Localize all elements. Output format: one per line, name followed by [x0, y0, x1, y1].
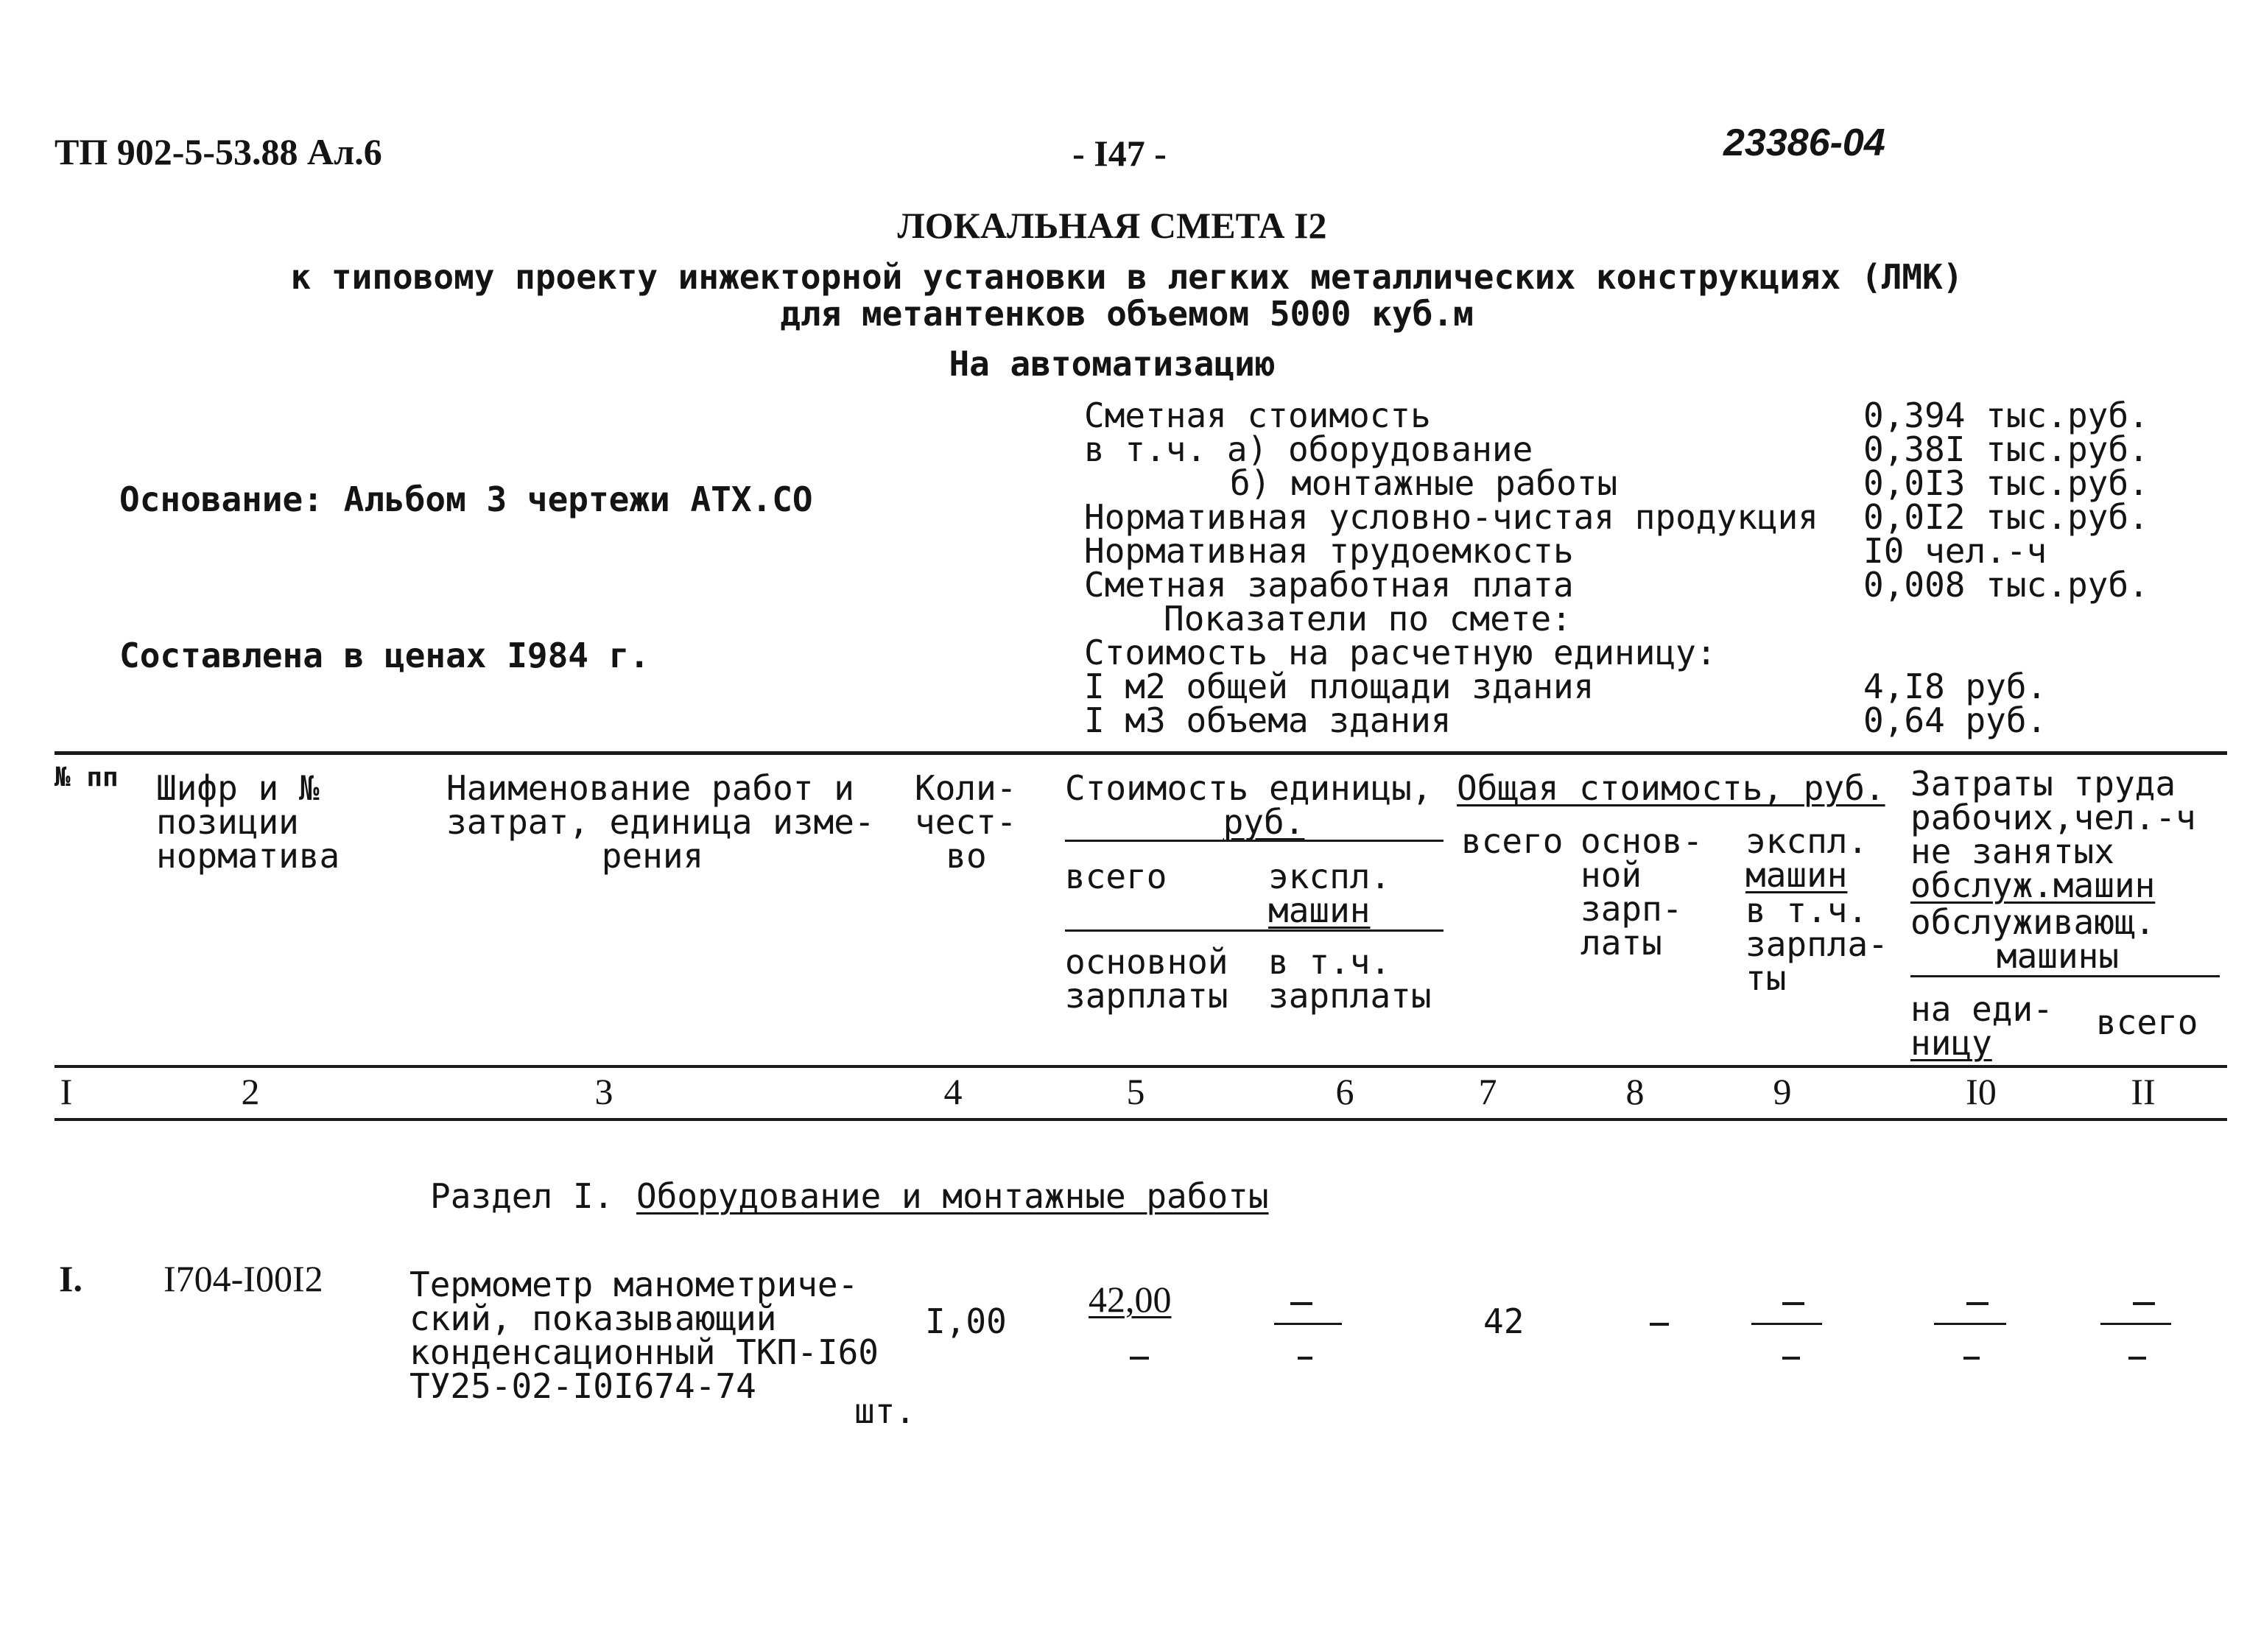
column-number: 5	[1126, 1071, 1145, 1112]
header-line: руб.	[1223, 802, 1305, 842]
row-quantity: I,00	[925, 1301, 1007, 1341]
row-total: 42	[1483, 1301, 1525, 1341]
col1-header: № пп	[54, 762, 119, 792]
labor-unit-header: ницу	[1910, 1023, 1992, 1063]
document-title: ЛОКАЛЬНАЯ СМЕТА I2	[897, 205, 1327, 246]
section-prefix: Раздел I.	[430, 1176, 614, 1216]
labor-total-header: всего	[2096, 1002, 2198, 1042]
column-number: 4	[943, 1071, 963, 1112]
header-line: норматива	[156, 836, 340, 876]
row-total-salary-dash	[1650, 1323, 1669, 1326]
row-total-incl-salary-dash	[1782, 1357, 1800, 1360]
total-all-header: всего	[1461, 821, 1564, 861]
unit-machines-header: машин	[1268, 890, 1371, 930]
row-code: I704-I00I2	[163, 1258, 323, 1299]
header-line: Стоимость единицы,	[1065, 768, 1432, 808]
table-top-rule	[54, 751, 2227, 755]
rule	[1065, 929, 1444, 932]
header-line: Коли-	[915, 768, 1017, 808]
row-number: I.	[59, 1258, 82, 1299]
labor-serv-header: машины	[1996, 936, 2120, 976]
column-number: II	[2131, 1071, 2156, 1112]
total-salary-header: ной	[1580, 855, 1642, 895]
summary-label: б) монтажные работы	[1230, 463, 1618, 503]
column-number: I	[60, 1071, 73, 1112]
column-number: 2	[241, 1071, 260, 1112]
basis-prices: Составлена в ценах I984 г.	[119, 636, 650, 675]
summary-label: Сметная стоимость	[1084, 396, 1431, 435]
row-unit-total: 42,00	[1089, 1279, 1172, 1320]
total-salary-header: зарп-	[1580, 889, 1683, 929]
summary-value: 0,008 тыс.руб.	[1863, 565, 2149, 605]
unit-salary-header: зарплаты	[1065, 976, 1228, 1016]
row-labor-total-rule	[2100, 1323, 2171, 1325]
row-unit-incl-salary-dash	[1298, 1357, 1312, 1360]
total-incl-salary-header: в т.ч.	[1745, 890, 1868, 930]
total-salary-header: основ-	[1580, 821, 1703, 861]
total-salary-header: латы	[1580, 923, 1662, 963]
row-labor-serv-unit-dash	[1963, 1357, 1980, 1360]
header-line: не занятых	[1910, 832, 2114, 871]
unit-salary-header: основной	[1065, 942, 1228, 982]
unit-incl-salary-header: в т.ч.	[1268, 942, 1391, 982]
summary-label: Сметная заработная плата	[1084, 565, 1574, 605]
total-machines-header: экспл.	[1745, 821, 1868, 861]
row-labor-serv-total-dash	[2128, 1357, 2146, 1360]
indicators-title: Показатели по смете:	[1164, 599, 1572, 639]
summary-label: Нормативная трудоемкость	[1084, 531, 1574, 571]
labor-serv-header: обслуживающ.	[1910, 902, 2156, 942]
header-line: обслуж.машин	[1910, 865, 2156, 905]
unit-incl-salary-header: зарплаты	[1268, 976, 1432, 1016]
summary-value: 0,38I тыс.руб.	[1863, 429, 2149, 469]
unit-value: 0,64 руб.	[1863, 700, 2047, 740]
header-line: чест-	[915, 802, 1017, 842]
title-line-1: к типовому проекту инжекторной установки в легких металлических конструкциях (ЛМК)	[290, 257, 1963, 297]
header-line: затрат, единица изме-	[446, 802, 875, 842]
page-number: - I47 -	[1072, 133, 1167, 174]
header-line: Наименование работ и	[446, 768, 854, 808]
unit-label: I м2 общей площади здания	[1084, 667, 1594, 706]
column-number: 9	[1773, 1071, 1792, 1112]
column-number: 3	[594, 1071, 613, 1112]
rule	[1910, 975, 2220, 977]
total-incl-salary-header: ты	[1745, 958, 1787, 998]
unit-value: 4,I8 руб.	[1863, 667, 2047, 706]
column-number: 8	[1625, 1071, 1645, 1112]
row-name-line: ский, показывающий	[409, 1298, 777, 1338]
unit-label: I м3 объема здания	[1084, 700, 1452, 740]
header-line: рения	[601, 836, 704, 876]
header-bottom-rule	[54, 1065, 2227, 1068]
row-total-machines-rule	[1751, 1323, 1822, 1325]
row-name-line: Термометр манометриче-	[409, 1265, 859, 1304]
column-number: 6	[1335, 1071, 1354, 1112]
basis-foundation: Основание: Альбом 3 чертежи АТХ.СО	[119, 479, 813, 519]
summary-label: Нормативная условно-чистая продукция	[1084, 497, 1818, 537]
total-machines-header: машин	[1745, 855, 1848, 895]
row-name-line: ТУ25-02-I0I674-74	[409, 1366, 756, 1406]
section-title: Оборудование и монтажные работы	[636, 1176, 1269, 1216]
row-unit: шт.	[854, 1391, 916, 1431]
row-labor-unit-dash	[1966, 1302, 1989, 1305]
header-line: Затраты труда	[1910, 764, 2176, 804]
summary-value: 0,0I2 тыс.руб.	[1863, 497, 2149, 537]
section-subject: На автоматизацию	[949, 344, 1276, 384]
header-line: рабочих,чел.-ч	[1910, 798, 2196, 837]
row-unit-machines-rule	[1274, 1323, 1342, 1325]
row-unit-machines-dash	[1290, 1302, 1312, 1305]
title-line-2: для метантенков объемом 5000 куб.м	[780, 294, 1474, 334]
doc-code: ТП 902-5-53.88 Ал.6	[54, 131, 382, 172]
summary-value: I0 чел.-ч	[1863, 531, 2047, 571]
handwritten-number: 23386-04	[1723, 122, 1885, 164]
header-line: во	[946, 836, 987, 876]
column-number: 7	[1478, 1071, 1497, 1112]
unit-cost-title: Стоимость на расчетную единицу:	[1084, 633, 1717, 672]
header-line: Шифр и №	[156, 768, 320, 808]
header-line: позиции	[156, 802, 299, 842]
unit-machines-header: экспл.	[1268, 857, 1391, 896]
labor-unit-header: на еди-	[1910, 989, 2053, 1029]
header-line: Общая стоимость, руб.	[1457, 768, 1885, 808]
column-number-rule	[54, 1118, 2227, 1121]
summary-value: 0,0I3 тыс.руб.	[1863, 463, 2149, 503]
row-name-line: конденсационный ТКП-I60	[409, 1332, 879, 1372]
row-labor-unit-rule	[1934, 1323, 2006, 1325]
total-incl-salary-header: зарпла-	[1745, 924, 1888, 964]
rule	[1065, 840, 1444, 842]
summary-value: 0,394 тыс.руб.	[1863, 396, 2149, 435]
summary-label: в т.ч. а) оборудование	[1084, 429, 1533, 469]
row-unit-salary-dash	[1130, 1357, 1149, 1360]
row-total-machines-dash	[1782, 1302, 1804, 1305]
unit-total-header: всего	[1065, 857, 1167, 896]
column-number: I0	[1966, 1071, 1997, 1112]
row-labor-total-dash	[2133, 1302, 2155, 1305]
